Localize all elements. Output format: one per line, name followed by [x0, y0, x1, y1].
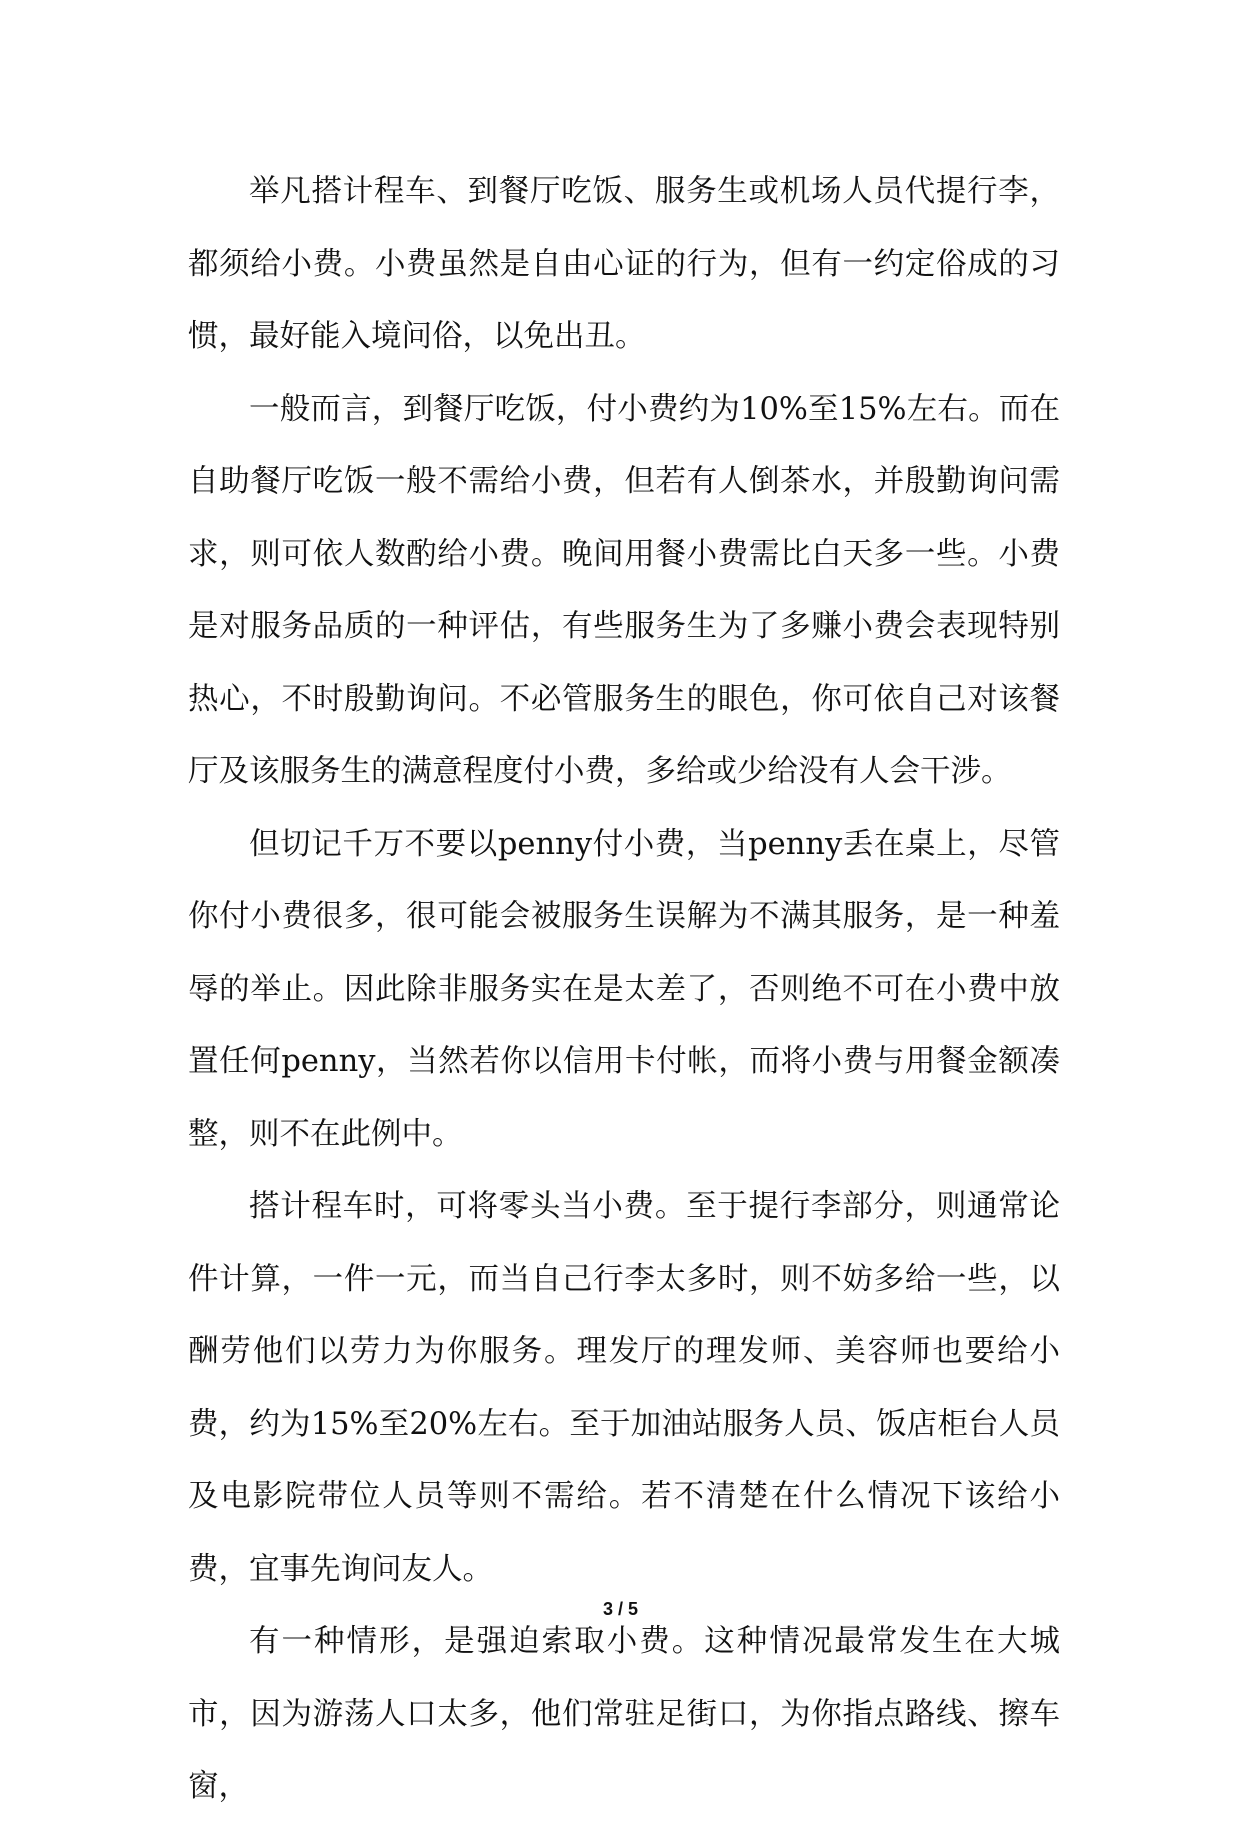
paragraph-1: 举凡搭计程车、到餐厅吃饭、服务生或机场人员代提行李，都须给小费。小费虽然是自由心证的行为，但有一约定俗成的习惯，最好能入境问俗，以免出丑。 — [188, 174, 1060, 354]
page-number: 3 / 5 — [602, 1599, 639, 1619]
paragraph-5: 有一种情形，是强迫索取小费。这种情况最常发生在大城市，因为游荡人口太多，他们常驻足街口，为你指点路线、擦车窗， — [188, 1624, 1060, 1804]
paragraph-3: 但切记千万不要以penny付小费，当penny丢在桌上，尽管你付小费很多，很可能会被服务生误解为不满其服务，是一种羞辱的举止。因此除非服务实在是太差了，否则绝不可在小费中放置任何penny，当然若你以信用卡付帐，而将小费与用餐金额凑整，则不在此例中。 — [188, 826, 1060, 1152]
paragraph-4: 搭计程车时，可将零头当小费。至于提行李部分，则通常论件计算，一件一元，而当自己行李太多时，则不妨多给一些，以酬劳他们以劳力为你服务。理发厅的理发师、美容师也要给小费，约为15%至20%左右。至于加油站服务人员、饭店柜台人员及电影院带位人员等则不需给。若不清楚在什么情况下该给小费，宜事先询问友人。 — [188, 1189, 1060, 1587]
paragraph-2: 一般而言，到餐厅吃饭，付小费约为10%至15%左右。而在自助餐厅吃饭一般不需给小费，但若有人倒茶水，并殷勤询问需求，则可依人数酌给小费。晚间用餐小费需比白天多一些。小费是对服务品质的一种评估，有些服务生为了多赚小费会表现特别热心，不时殷勤询问。不必管服务生的眼色，你可依自己对该餐厅及该服务生的满意程度付小费，多给或少给没有人会干涉。 — [188, 391, 1060, 789]
body-text — [188, 156, 1060, 1824]
